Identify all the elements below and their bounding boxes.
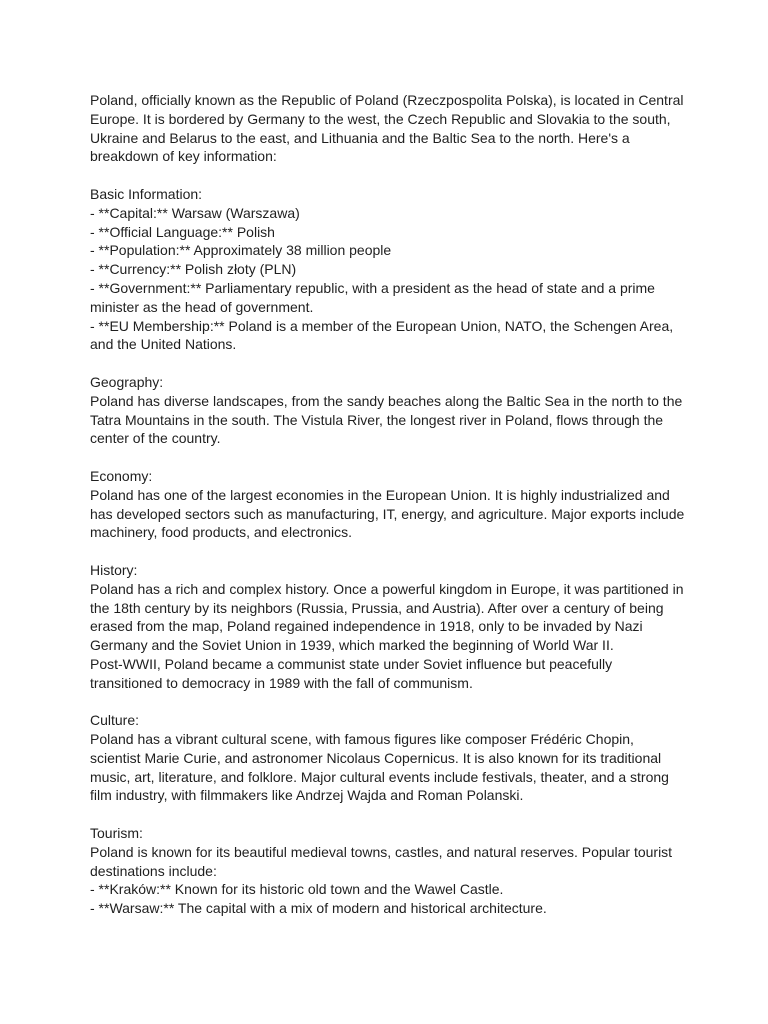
text-line: Tatra Mountains in the south. The Vistula River, the longest river in Poland, flows through the	[90, 411, 664, 428]
text-line: Poland has one of the largest economies in the European Union. It is highly industrialized and	[90, 486, 670, 503]
section-heading: Basic Information:	[90, 185, 203, 202]
section-heading: History:	[90, 561, 138, 578]
text-line: Europe. It is bordered by Germany to the west, the Czech Republic and Slovakia to the south,	[90, 110, 671, 127]
text-line: Poland has diverse landscapes, from the sandy beaches along the Baltic Sea in the north to the	[90, 392, 683, 409]
text-line: destinations include:	[90, 862, 217, 879]
text-line: Germany and the Soviet Union in 1939, which marked the beginning of World War II.	[90, 637, 614, 654]
list-item-continuation: minister as the head of government.	[90, 298, 314, 315]
culture-section	[90, 711, 690, 805]
history-section	[90, 561, 690, 693]
text-line: music, art, literature, and folklore. Major cultural events include festivals, theater, and a strong	[90, 768, 669, 785]
text-line: the 18th century by its neighbors (Russia, Prussia, and Austria). After over a century of being	[90, 599, 664, 616]
text-line: Poland, officially known as the Republic of Poland (Rzeczpospolita Polska), is located in Central	[90, 92, 684, 108]
text-line: film industry, with filmmakers like Andrzej Wajda and Roman Polanski.	[90, 787, 524, 804]
basic-information-section	[90, 185, 690, 354]
section-heading: Tourism:	[90, 825, 143, 842]
text-line: transitioned to democracy in 1989 with the fall of communism.	[90, 674, 473, 691]
list-item: - **Government:** Parliamentary republic, with a president as the head of state and a prime	[90, 279, 655, 296]
text-line: Poland has a vibrant cultural scene, with famous figures like composer Frédéric Chopin,	[90, 731, 634, 748]
section-heading: Geography:	[90, 373, 164, 390]
geography-section	[90, 373, 690, 448]
section-heading: Economy:	[90, 467, 153, 484]
text-line: has developed sectors such as manufacturing, IT, energy, and agriculture. Major exports include	[90, 505, 685, 522]
list-item: - **Official Language:** Polish	[90, 223, 275, 240]
list-item: - **Population:** Approximately 38 million people	[90, 242, 392, 259]
document-body	[90, 91, 690, 937]
intro-paragraph	[90, 91, 690, 166]
list-item: - **Capital:** Warsaw (Warszawa)	[90, 204, 300, 221]
list-item-continuation: and the United Nations.	[90, 336, 237, 353]
tourism-section	[90, 824, 690, 918]
list-item: - **Currency:** Polish złoty (PLN)	[90, 261, 297, 278]
list-item: - **EU Membership:** Poland is a member of the European Union, NATO, the Schengen Area,	[90, 317, 674, 334]
economy-section	[90, 467, 690, 542]
text-line: erased from the map, Poland regained independence in 1918, only to be invaded by Nazi	[90, 618, 643, 635]
text-line: Poland has a rich and complex history. Once a powerful kingdom in Europe, it was partitioned in	[90, 580, 684, 597]
text-line: center of the country.	[90, 430, 221, 447]
text-line: Post-WWII, Poland became a communist state under Soviet influence but peacefully	[90, 655, 613, 672]
text-line: Poland is known for its beautiful medieval towns, castles, and natural reserves. Popular tourist	[90, 843, 673, 860]
text-line: breakdown of key information:	[90, 148, 277, 165]
section-heading: Culture:	[90, 712, 140, 729]
list-item: - **Warsaw:** The capital with a mix of modern and historical architecture.	[90, 900, 547, 917]
text-line: Ukraine and Belarus to the east, and Lithuania and the Baltic Sea to the north. Here's a	[90, 129, 630, 146]
text-line: scientist Marie Curie, and astronomer Nicolaus Copernicus. It is also known for its traditional	[90, 749, 662, 766]
list-item: - **Kraków:** Known for its historic old town and the Wawel Castle.	[90, 881, 504, 898]
text-line: machinery, food products, and electronics.	[90, 524, 352, 541]
